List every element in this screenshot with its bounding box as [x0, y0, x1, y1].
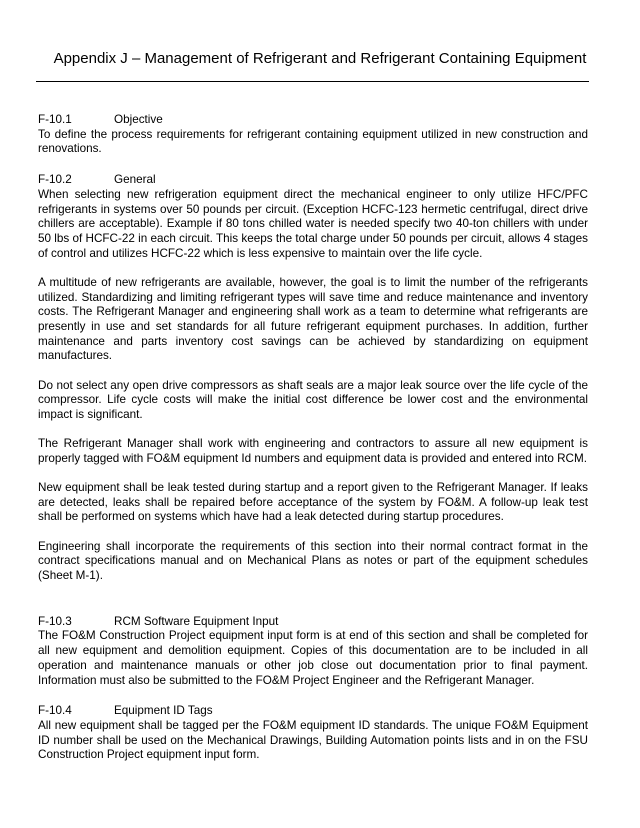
paragraph: The FO&M Construction Project equipment input form is at end of this section and shall be completed for all new equipment and demolition equipment. Copies of this documentation are to be included in all operation and maintenance manuals or other job close out documentation prior to final payment. Information must also be submitted to the FO&M Project Engineer and the Refrigerant Manager. — [38, 629, 588, 687]
section-heading — [38, 615, 588, 630]
document-body — [38, 113, 588, 779]
section-title: Equipment ID Tags — [114, 704, 213, 718]
section-heading — [38, 173, 588, 188]
section-title: RCM Software Equipment Input — [114, 614, 279, 628]
section-rcm-software-input — [38, 615, 588, 689]
section-number: F-10.4 — [38, 704, 72, 718]
paragraph: To define the process requirements for refrigerant containing equipment utilized in new construction and renovations. — [38, 127, 588, 156]
section-title: Objective — [114, 113, 163, 126]
paragraph: A multitude of new refrigerants are available, however, the goal is to limit the number of the refrigerants utilized. Standardizing and limiting refrigerant types will save time and reduce maintenance and inventory costs. The Refrigerant Manager and engineering shall work as a team to determine what refrigerants are presently in use and set standards for all future refrigerant equipment purchases. In addition, further maintenance and parts inventory cost savings can be achieved by standardizing on equipment manufactures. — [38, 275, 588, 363]
paragraph: Do not select any open drive compressors as shaft seals are a major leak source over the life cycle of the compressor. Life cycle costs will make the initial cost difference be lower cost and the environmental impact is significant. — [38, 378, 588, 421]
section-title: General — [114, 173, 156, 187]
section-number: F-10.1 — [38, 113, 72, 126]
section-equipment-id-tags — [38, 704, 588, 763]
section-heading — [38, 704, 588, 719]
paragraph: New equipment shall be leak tested during startup and a report given to the Refrigerant Manager. If leaks are detected, leaks shall be repaired before acceptance of the system by FO&M. A follow-up leak test shall be performed on systems which have had a leak detected during startup procedures. — [38, 481, 588, 524]
section-objective — [38, 113, 588, 157]
section-number: F-10.2 — [38, 173, 72, 187]
paragraph: The Refrigerant Manager shall work with engineering and contractors to assure all new equipment is properly tagged with FO&M equipment Id numbers and equipment data is provided and entered into RCM. — [38, 437, 588, 465]
paragraph: Engineering shall incorporate the requirements of this section into their normal contract format in the contract specifications manual and on Mechanical Plans as notes or part of the equipment schedules (Sheet M-1). — [38, 539, 588, 583]
section-general — [38, 173, 588, 584]
page-title: Appendix J – Management of Refrigerant and Refrigerant Containing Equipment — [53, 50, 587, 67]
paragraph: All new equipment shall be tagged per the FO&M equipment ID standards. The unique FO&M Equipment ID number shall be used on the Mechanical Drawings, Building Automation points lists and in on the FSU Construction Project equipment input form. — [38, 719, 588, 762]
section-number: F-10.3 — [38, 614, 72, 628]
paragraph: When selecting new refrigeration equipment direct the mechanical engineer to only utilize HFC/PFC refrigerants in systems over 50 pounds per circuit. (Exception HCFC-123 hermetic centrifugal, direct drive chillers are acceptable). Example if 80 tons chilled water is needed specify two 40-ton chillers with under 50 lbs of HCFC-22 in each circuit. This keeps the total charge under 50 pounds per circuit, allows 4 stages of control and utilizes HCFC-22 which is less expensive to maintain over the life cycle. — [38, 187, 588, 260]
section-heading — [38, 113, 588, 128]
title-divider — [36, 81, 589, 82]
